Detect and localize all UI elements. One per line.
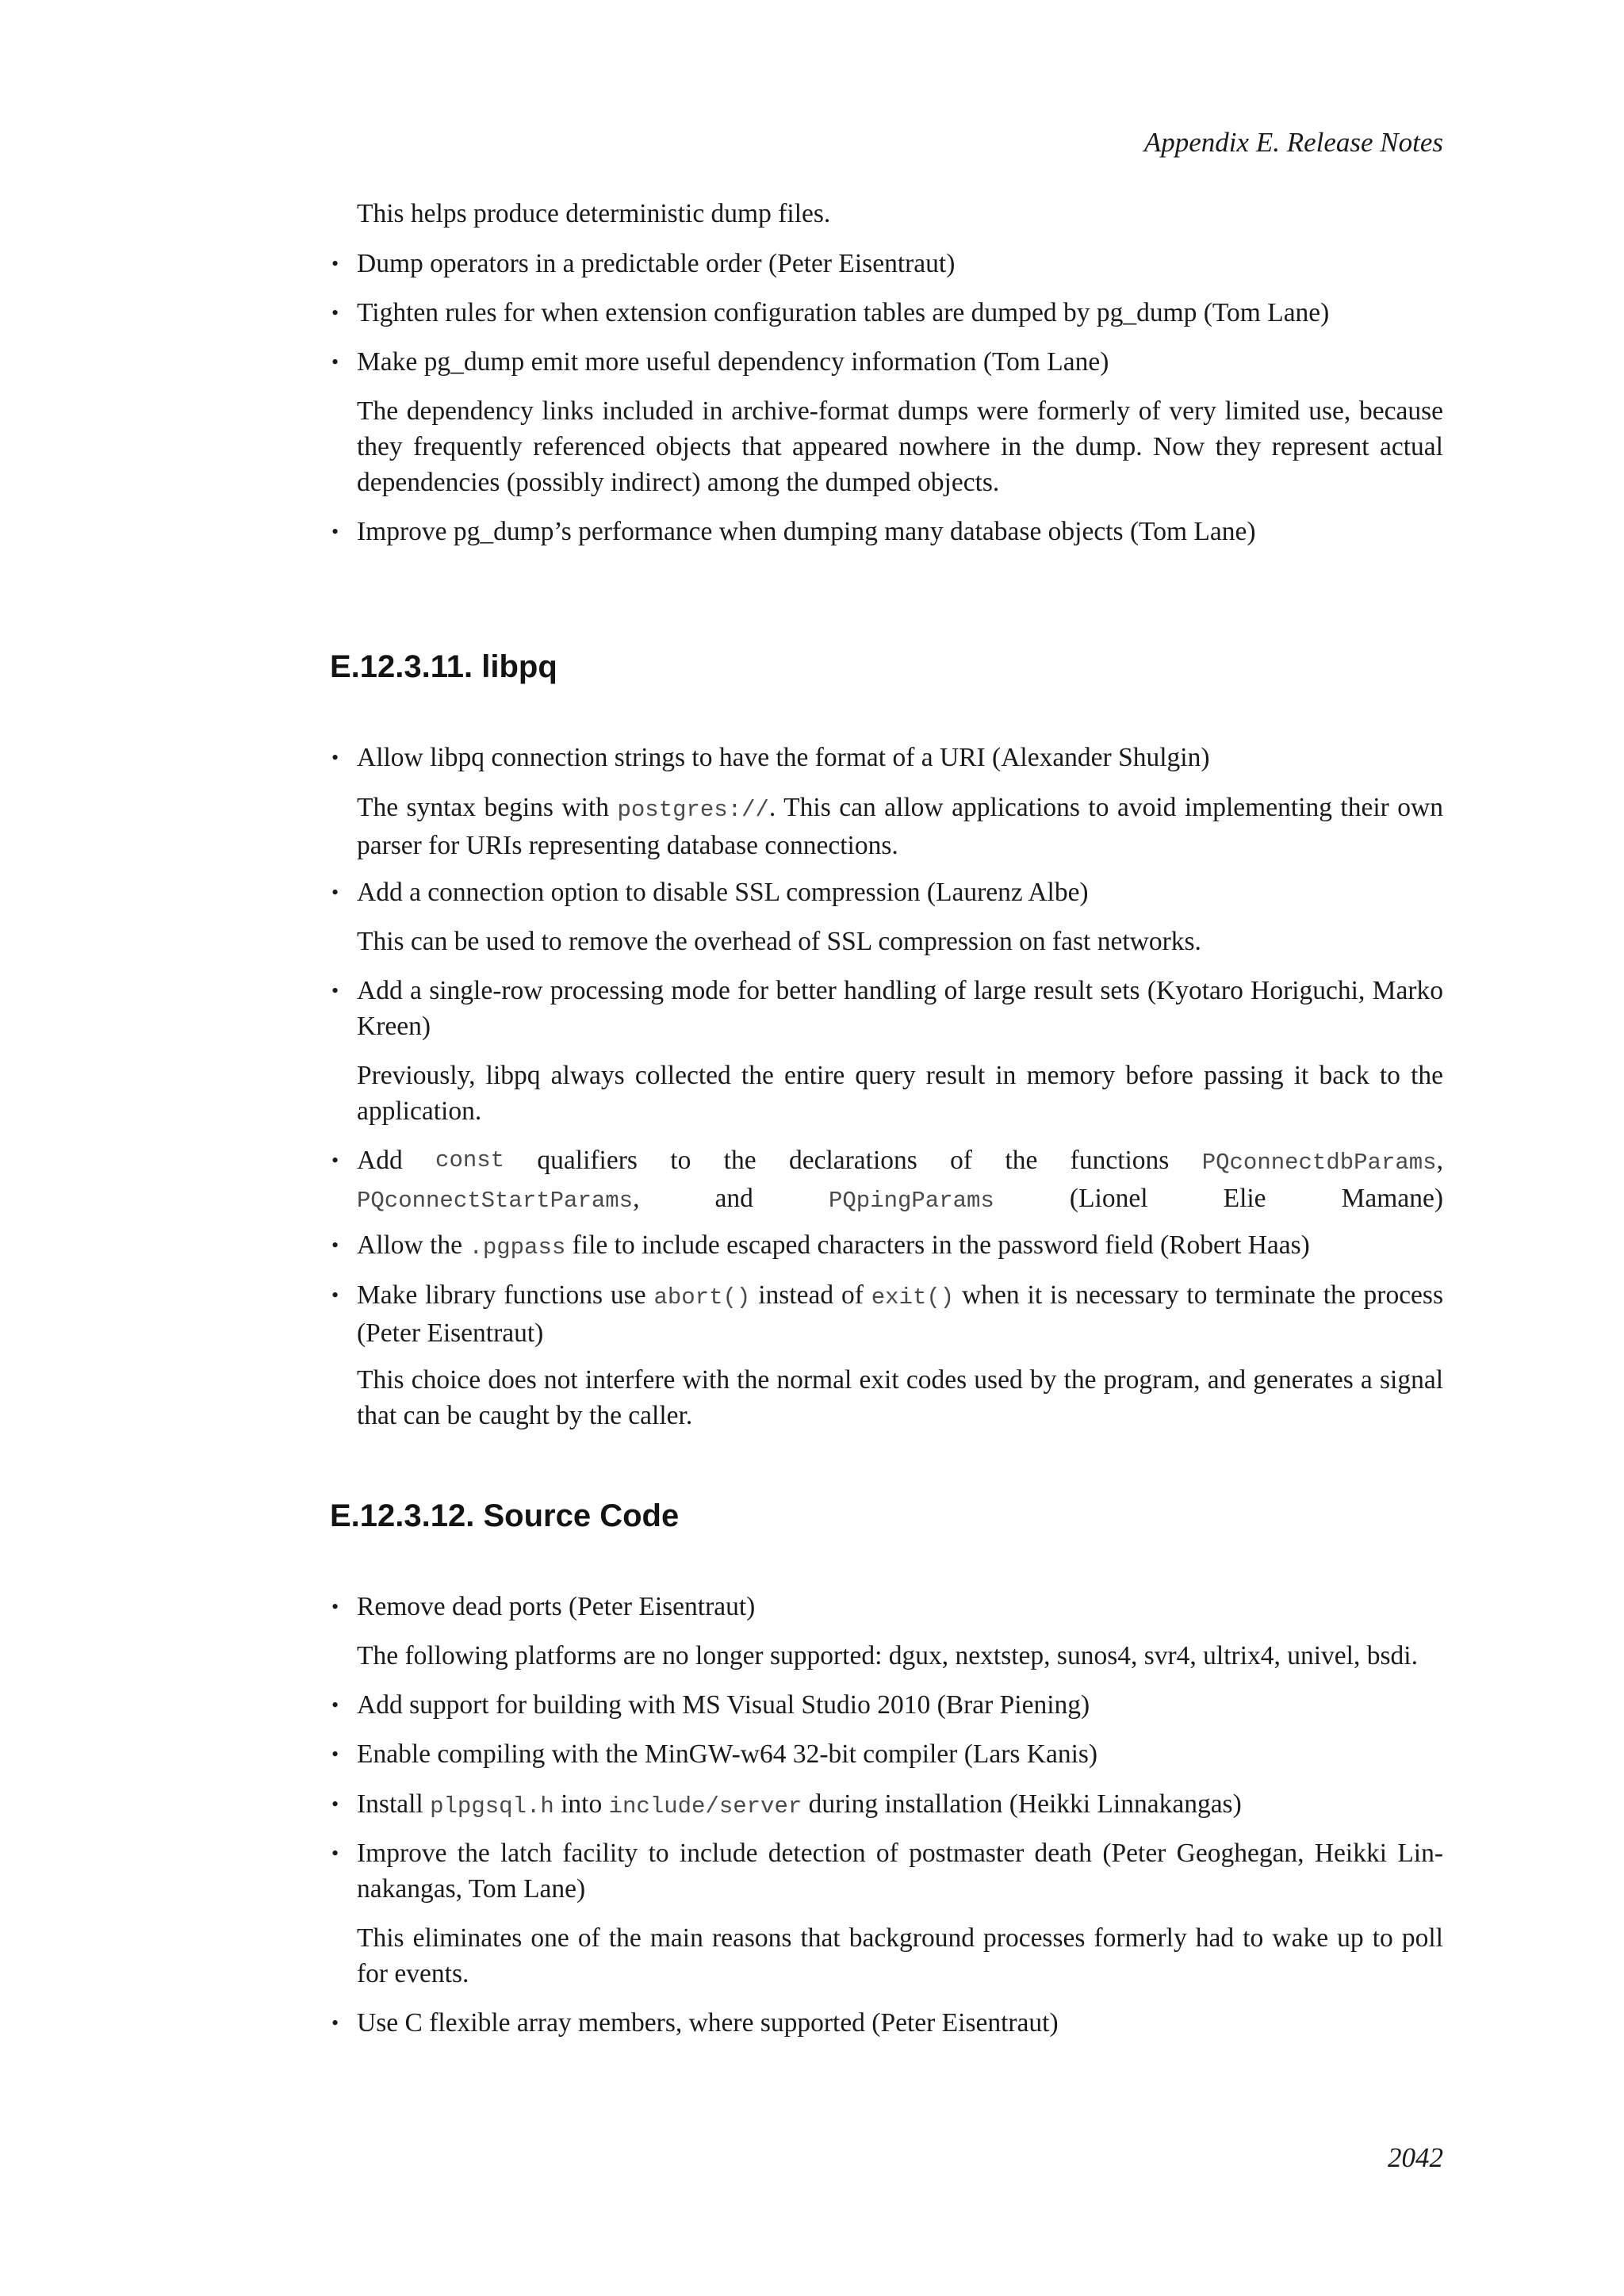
list-item: [357, 1142, 1443, 1219]
bullet-marker: •: [331, 1284, 339, 1307]
code-literal: .pgpass: [469, 1234, 566, 1261]
bullet-marker: •: [331, 2011, 339, 2034]
text-run: Add: [357, 1146, 403, 1175]
list-item: Use C flexible array members, where supported (Peter Eisentraut): [357, 2008, 1059, 2038]
code-literal: PQpingParams: [828, 1188, 994, 1214]
text-run: the: [723, 1146, 756, 1175]
list-item: [357, 1277, 1443, 1351]
text-run: during installation (Heikki Linnakangas): [802, 1789, 1242, 1819]
text-run: instead of: [750, 1280, 871, 1310]
code-literal: PQconnectdbParams: [1201, 1150, 1437, 1176]
code-literal: PQconnectStartParams: [357, 1188, 634, 1214]
bullet-marker: •: [331, 252, 339, 275]
bullet-marker: •: [331, 1149, 339, 1172]
list-item: [357, 1786, 1443, 1824]
list-item: Improve pg_dump’s performance when dumping many database objects (Tom Lane): [357, 517, 1256, 546]
list-item: [357, 1227, 1443, 1265]
bullet-marker: •: [331, 350, 339, 373]
bullet-marker: •: [331, 1743, 339, 1766]
bullet-marker: •: [331, 1693, 339, 1716]
code-literal: exit(): [871, 1284, 955, 1311]
text-run: (Lionel Elie Mamane): [994, 1184, 1443, 1213]
list-item: Add a connection option to disable SSL compression (Laurenz Albe): [357, 878, 1089, 907]
bullet-marker: •: [331, 301, 339, 324]
bullet-marker: •: [331, 1793, 339, 1816]
paragraph: This helps produce deterministic dump files.: [357, 199, 831, 228]
bullet-marker: •: [331, 1842, 339, 1865]
running-header: Appendix E. Release Notes: [1143, 127, 1443, 158]
list-item: Tighten rules for when extension configuration tables are dumped by pg_dump (Tom Lane): [357, 298, 1330, 327]
list-item-line: [357, 1181, 1443, 1219]
list-item: Remove dead ports (Peter Eisentraut): [357, 1592, 756, 1621]
text-run: the: [1005, 1146, 1038, 1175]
section-heading: E.12.3.11. libpq: [330, 649, 557, 684]
list-item: Allow libpq connection strings to have the format of a URI (Alexander Shulgin): [357, 743, 1210, 772]
bullet-marker: •: [331, 979, 339, 1002]
text-run: file to include escaped characters in the password field (Robert Haas): [565, 1230, 1310, 1260]
code-literal: plpgsql.h: [430, 1793, 554, 1820]
code-literal: include/server: [608, 1793, 802, 1820]
text-run: [1202, 1142, 1443, 1181]
text-run: when it is necessary to terminate the process (Peter Eisentraut): [357, 1280, 1444, 1348]
text-run: into: [553, 1789, 609, 1819]
text-run: of: [950, 1146, 973, 1175]
paragraph: The dependency links included in archive-format dumps were formerly of very limited use, because they frequently referenced objects that appeared nowhere in the dump. Now they represent actual dependencies (possibly indirect) among the dumped objects.: [357, 396, 1443, 497]
list-item: Enable compiling with the MinGW-w64 32-bit compiler (Lars Kanis): [357, 1739, 1098, 1769]
code-literal: const: [435, 1147, 505, 1173]
section-heading: E.12.3.12. Source Code: [330, 1498, 680, 1533]
paragraph: This can be used to remove the overhead of SSL compression on fast networks.: [357, 927, 1201, 956]
paragraph: The following platforms are no longer supported: dgux, nextstep, sunos4, svr4, ultrix4, univel, bsdi.: [357, 1641, 1418, 1670]
bullet-marker: •: [331, 881, 339, 904]
paragraph: [357, 790, 1443, 863]
paragraph: This eliminates one of the main reasons that background processes formerly had to wake up to poll for events.: [357, 1923, 1443, 1988]
page-number: 2042: [1388, 2142, 1443, 2173]
text-run: . This can allow applications to avoid implementing their own parser for URIs representing database connections.: [357, 793, 1443, 860]
paragraph: Previously, libpq always collected the entire query result in memory before passing it back to the application.: [357, 1061, 1443, 1126]
text-run: to: [670, 1146, 691, 1175]
text-run: The syntax begins with: [357, 793, 618, 822]
text-run: Make library functions use: [357, 1280, 654, 1310]
text-run: , and: [633, 1184, 829, 1213]
bullet-marker: •: [331, 520, 339, 543]
text-run: qualifiers: [537, 1146, 638, 1175]
list-item-line: [357, 1142, 1443, 1181]
code-literal: postgres://: [617, 797, 769, 823]
bullet-marker: •: [331, 1234, 339, 1257]
text-run: ,: [1436, 1146, 1443, 1175]
text-run: Install: [357, 1789, 431, 1819]
text-run: functions: [1070, 1146, 1170, 1175]
list-item: Add a single-row processing mode for better handling of large result sets (Kyotaro Horiguchi, Marko Kreen): [357, 976, 1443, 1041]
paragraph: This choice does not interfere with the normal exit codes used by the program, and generates a signal that can be caught by the caller.: [357, 1365, 1443, 1430]
code-literal: abort(): [653, 1284, 751, 1311]
list-item: Add support for building with MS Visual Studio 2010 (Brar Piening): [357, 1690, 1090, 1720]
list-item: Make pg_dump emit more useful dependency information (Tom Lane): [357, 347, 1109, 377]
text-run: Allow the: [357, 1230, 469, 1260]
bullet-marker: •: [331, 1595, 339, 1618]
list-item: Dump operators in a predictable order (Peter Eisentraut): [357, 249, 956, 278]
list-item: Improve the latch facility to include detection of postmaster death (Peter Geoghegan, Heikki Lin-nakangas, Tom Lane): [357, 1839, 1443, 1904]
bullet-marker: •: [331, 746, 339, 769]
text-run: declarations: [788, 1146, 917, 1175]
